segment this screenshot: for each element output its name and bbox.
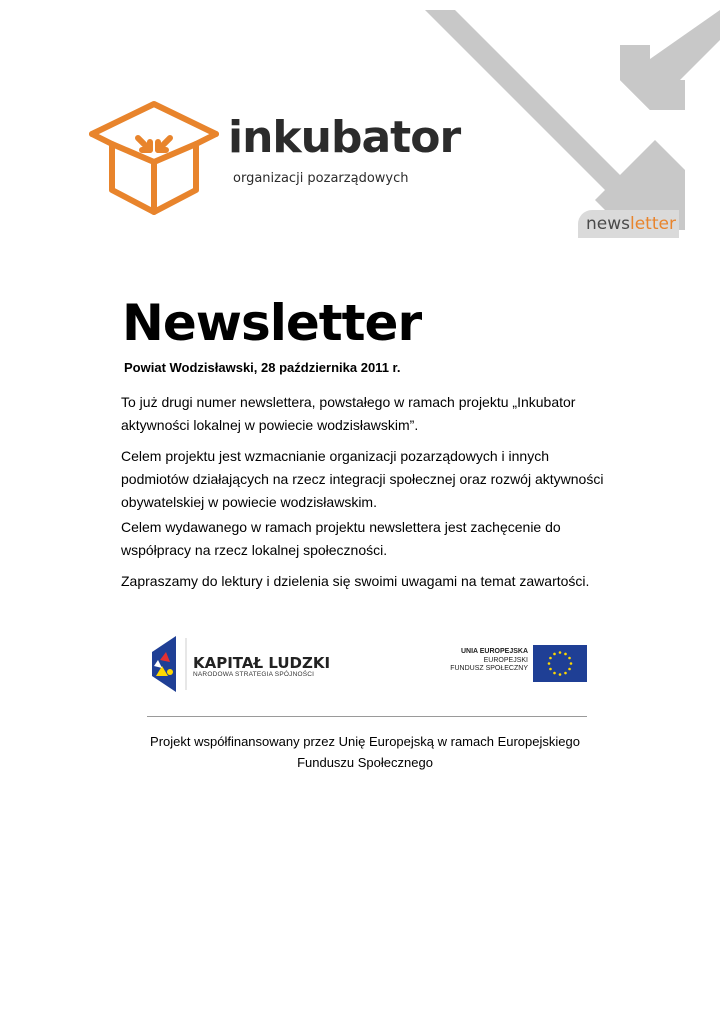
badge-news-text: news [586, 214, 630, 234]
eu-star-icon [568, 657, 571, 660]
eu-star-icon [553, 672, 556, 675]
eu-star-icon [564, 672, 567, 675]
eu-flag-icon [533, 645, 587, 682]
paragraph: To już drugi numer newslettera, powstałego w ramach projektu „Inkubator aktywności lokalnej w powiecie wodzisławskim”. [121, 394, 576, 433]
corner-arrows-graphic [420, 0, 725, 240]
eu-star-icon [553, 653, 556, 656]
page-title: Newsletter [122, 294, 422, 352]
badge-letter-text: letter [630, 214, 676, 234]
logo-name: inkubator [228, 112, 461, 163]
funding-footer: Projekt współfinansowany przez Unię Europejską w ramach Europejskiego Funduszu Społecznego [150, 734, 580, 770]
paragraph: Celem projektu jest wzmacnianie organizacji pozarządowych i innych podmiotów działających na rzecz integracji społecznej oraz rozwój aktywności obywatelskiej w powiecie wodzisławskim. [121, 448, 604, 510]
eu-line-2: EUROPEJSKI [483, 656, 528, 664]
eu-star-icon [564, 653, 567, 656]
inkubator-box-logo-icon [88, 100, 220, 218]
eu-star-icon [549, 668, 552, 671]
eu-star-icon [568, 668, 571, 671]
eu-star-icon [559, 673, 562, 676]
kapital-ludzki-subtitle: NARODOWA STRATEGIA SPÓJNOŚCI [193, 671, 315, 678]
eu-line-3: FUNDUSZ SPOŁECZNY [450, 665, 528, 672]
eu-star-icon [559, 651, 562, 654]
divider [147, 716, 587, 717]
paragraph: Zapraszamy do lektury i dzielenia się swoimi uwagami na temat zawartości. [121, 573, 590, 589]
paragraph: Celem wydawanego w ramach projektu newslettera jest zachęcenie do współpracy na rzecz lokalnej społeczności. [121, 519, 561, 558]
eu-star-icon [549, 657, 552, 660]
eu-fund-text [420, 648, 528, 674]
date-subtitle: Powiat Wodzisławski, 28 października 2011 r. [124, 360, 401, 375]
logo-subtitle: organizacji pozarządowych [233, 171, 409, 186]
eu-star-icon [548, 662, 551, 665]
eu-star-icon [570, 662, 573, 665]
kapital-ludzki-title: KAPITAŁ LUDZKI [193, 654, 331, 672]
newsletter-badge [578, 210, 679, 238]
eu-line-1: UNIA EUROPEJSKA [460, 648, 528, 655]
